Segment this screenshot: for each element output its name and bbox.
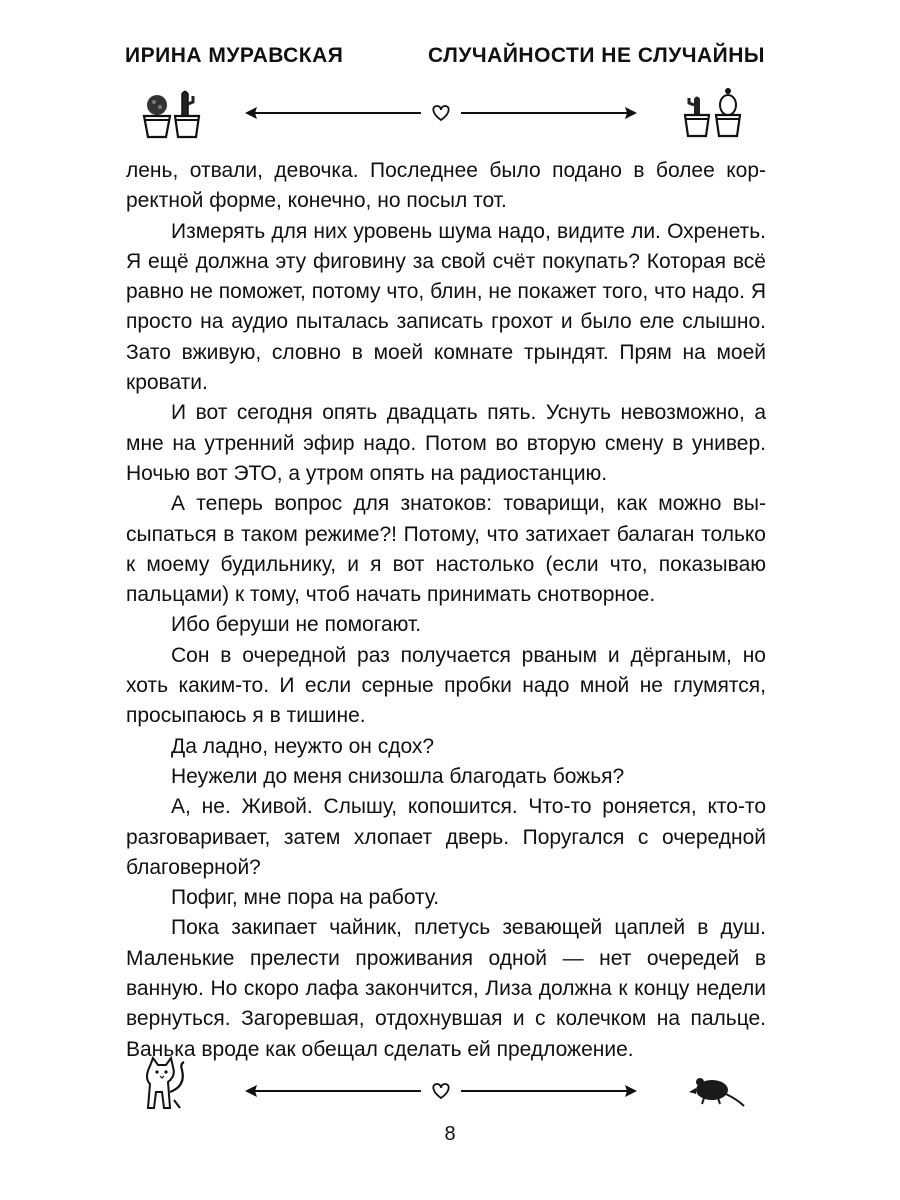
cactus-pots-left-icon (140, 88, 202, 140)
header-author: ИРИНА МУРАВСКАЯ (125, 44, 344, 67)
header-book-title: СЛУЧАЙНОСТИ НЕ СЛУЧАЙНЫ (427, 44, 765, 67)
rat-icon (688, 1072, 746, 1112)
paragraph: И вот сегодня опять двадцать пять. Уснуть невозможно, а мне на утренний эфир надо. Потом во вторую смену в универ. Ночью вот ЭТО, а утром опять на радиостанцию. (126, 401, 766, 485)
arrow-line-heart-icon (243, 100, 639, 126)
cactus-pots-right-icon (680, 85, 744, 140)
paragraph: Неужели до меня снизошла благодать божья? (171, 764, 625, 788)
running-header (125, 44, 765, 74)
cat-icon (140, 1056, 196, 1116)
bottom-divider (0, 1062, 900, 1122)
arrow-line-heart-icon (243, 1078, 639, 1104)
top-divider (0, 85, 900, 145)
page-number: 8 (444, 1123, 456, 1145)
paragraph: Да ладно, неужто он сдох? (171, 734, 435, 758)
paragraph: Ибо беруши не помогают. (171, 613, 422, 637)
body-text (126, 156, 766, 1065)
paragraph: А теперь вопрос для знатоков: товарищи, как можно высыпаться в таком режиме?! Потому, что затихает балаган только к моему будильнику, и я вот настолько (если что, показываю пальцами) к тому, чтоб начать принимать снотворное. (126, 492, 766, 607)
paragraph: Пофиг, мне пора на работу. (171, 886, 440, 910)
paragraph: Пока закипает чайник, плетусь зевающей цаплей в душ. Маленькие прелести проживания одной — нет очередей в ванную. Но скоро лафа закончится, Лиза должна к концу недели вернуться. Загоревшая, отдохнувшая и с колечком на пальце. Ванька вроде как обещал сделать ей предложение. (126, 916, 766, 1061)
paragraph: Измерять для них уровень шума надо, видите ли. Охренеть. Я ещё должна эту фиговину за свой счёт покупать? Которая всё равно не поможет, потому что, блин, не покажет того, что надо. Я просто на аудио пыталась записать грохот и было еле слышно. Зато вживую, словно в моей комнате трындят. Прям на моей кровати. (126, 219, 766, 395)
paragraph: Сон в очередной раз получается рваным и дёрганым, но хоть каким-то. И если серные пробки надо мной не глумятся, просыпаюсь я в тишине. (126, 643, 766, 728)
paragraph: лень, отвали, девочка. Последнее было подано в более корректной форме, конечно, но посыл тот. (126, 159, 766, 213)
paragraph: А, не. Живой. Слышу, копошится. Что-то роняется, кто-то разговаривает, затем хлопает дверь. Поругался с очередной благоверной? (126, 795, 766, 879)
